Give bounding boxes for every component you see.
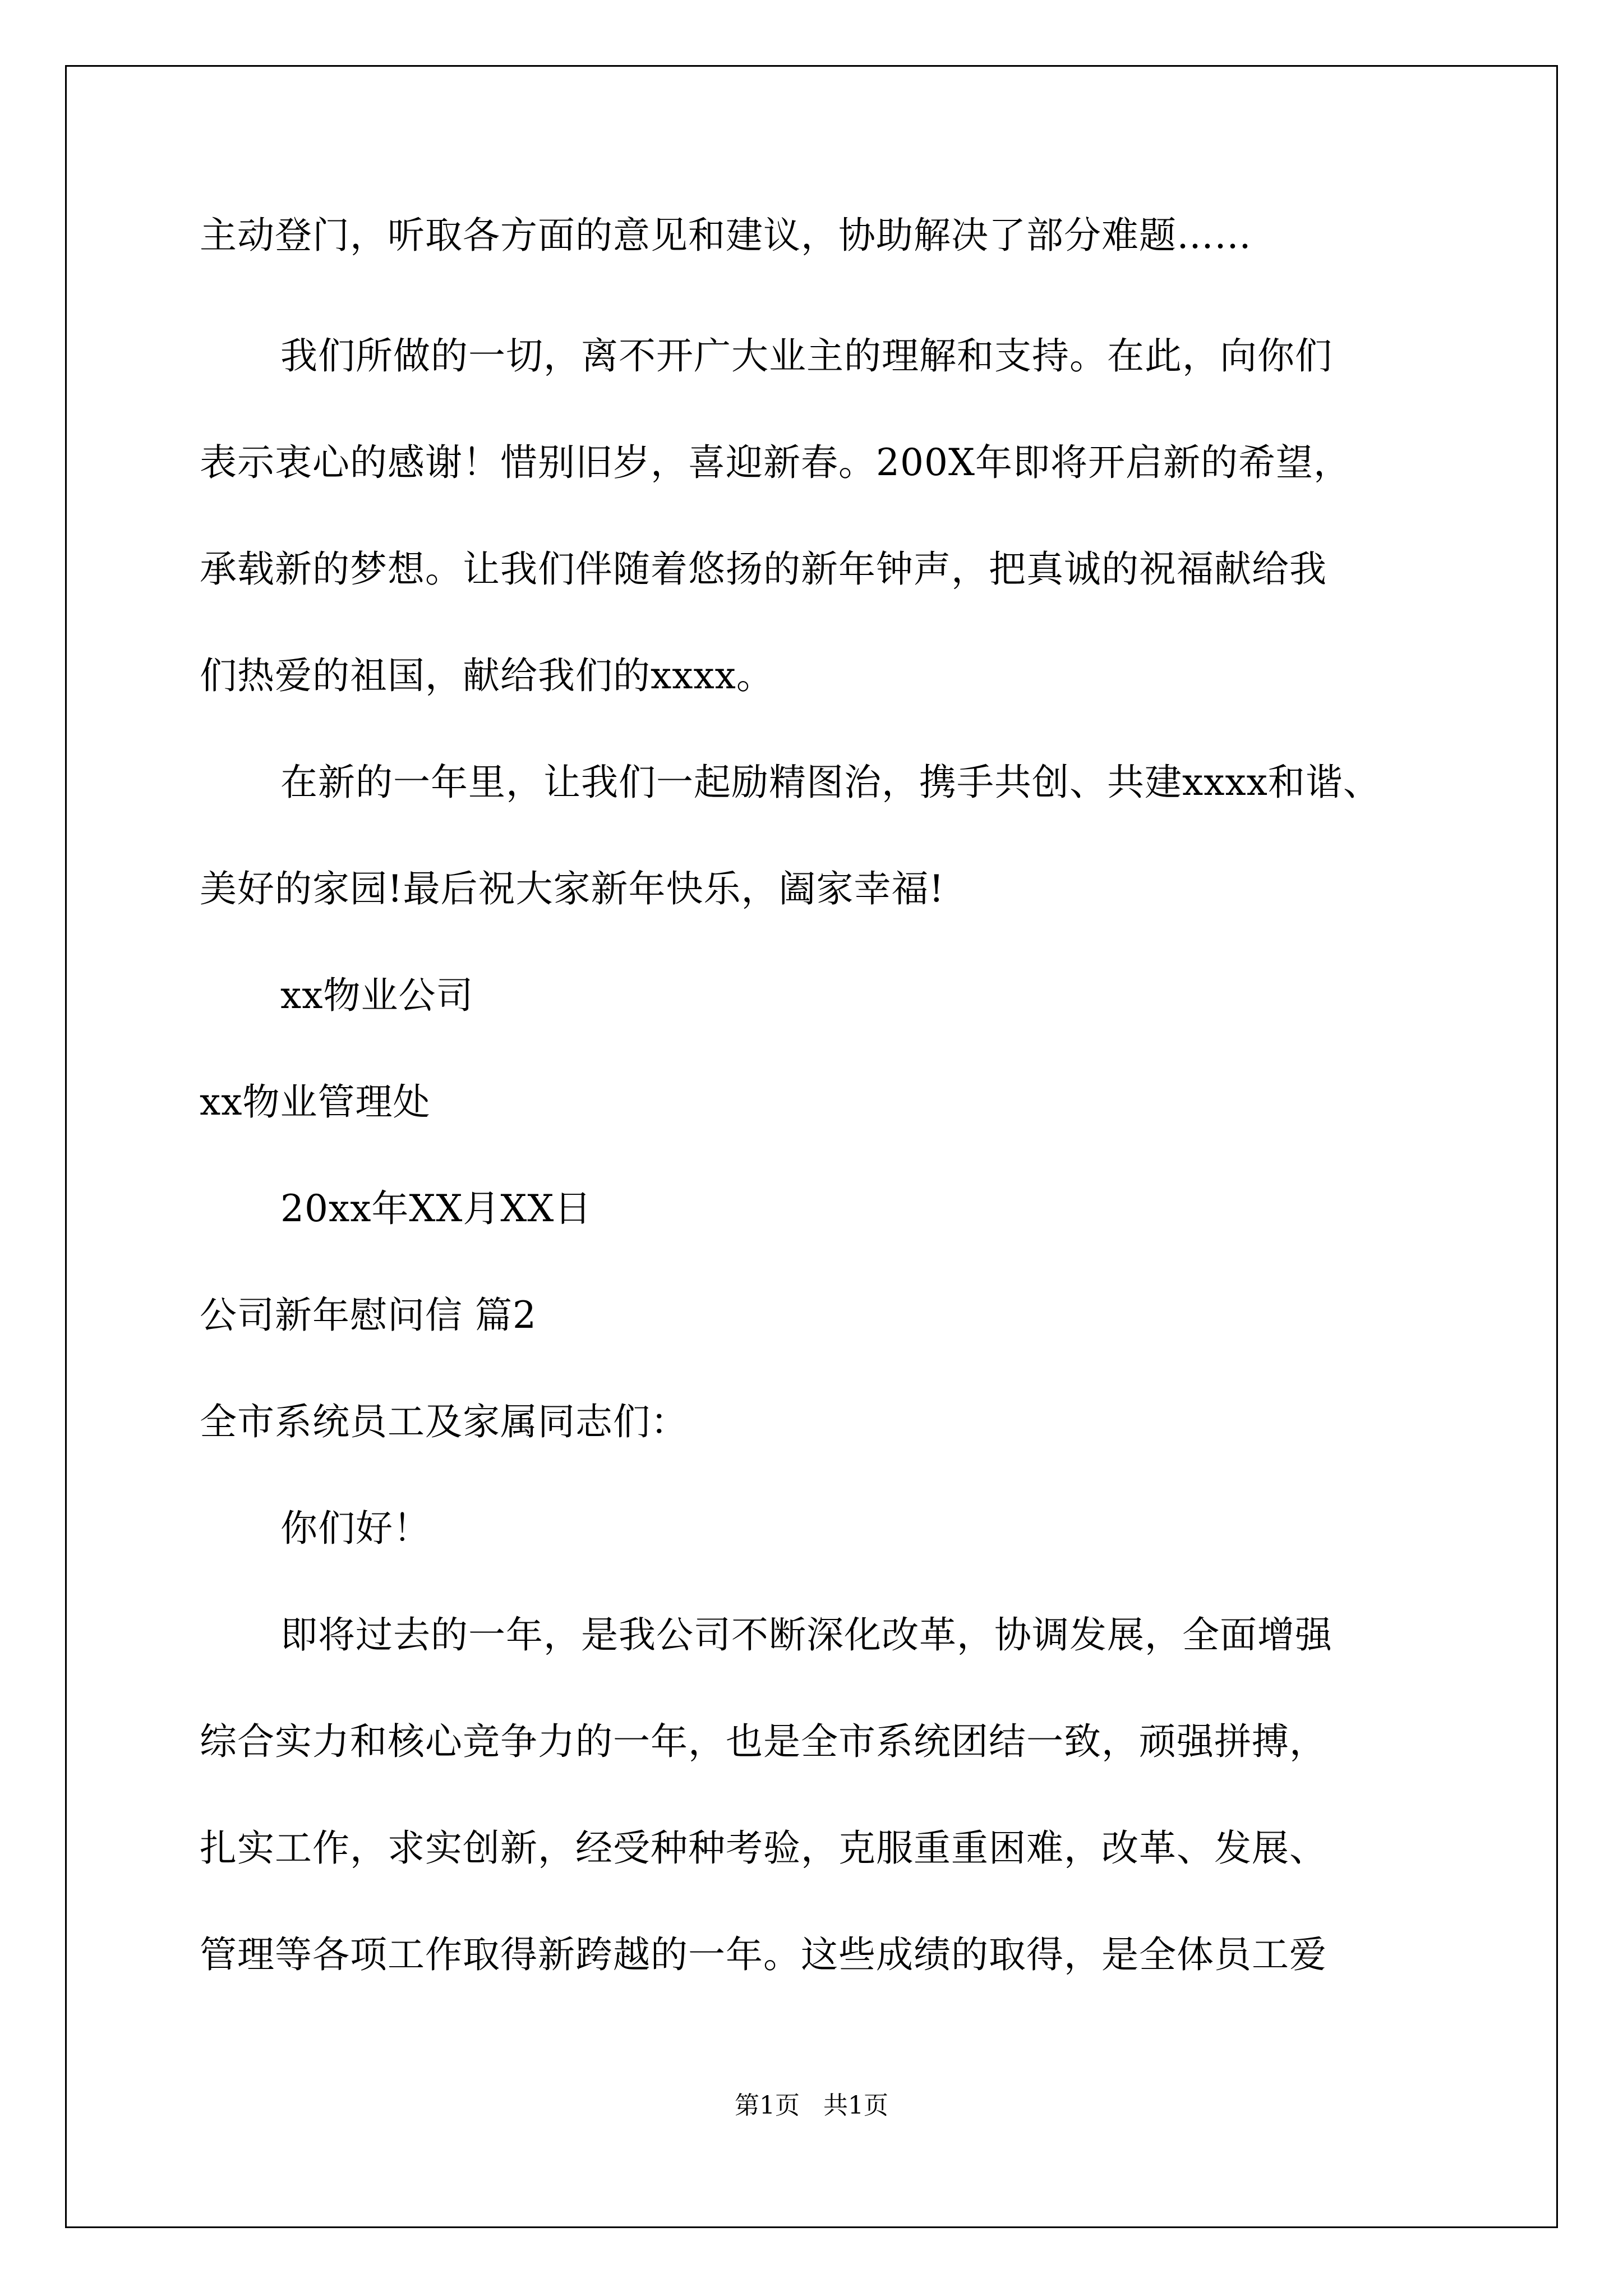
text-line: 扎实工作，求实创新，经受种种考验，克服重重困难，改革、发展、 (200, 1826, 1327, 1870)
section-title: 公司新年慰问信 篇2 (200, 1294, 537, 1337)
text-line: 承载新的梦想。让我们伴随着悠扬的新年钟声，把真诚的祝福献给我 (200, 547, 1327, 591)
signature-company: xx物业公司 (280, 974, 474, 1017)
text-line: 我们所做的一切，离不开广大业主的理解和支持。在此，向你们 (280, 334, 1332, 378)
text-line: 美好的家园!最后祝大家新年快乐，阖家幸福! (200, 867, 945, 910)
signature-date: 20xx年XX月XX日 (280, 1187, 592, 1230)
text-line: 即将过去的一年，是我公司不断深化改革，协调发展，全面增强 (280, 1613, 1332, 1657)
text-line: 在新的一年里，让我们一起励精图治，携手共创、共建xxxx和谐、 (280, 761, 1381, 804)
text-line: 表示衷心的感谢！惜别旧岁，喜迎新春。200X年即将开启新的希望， (200, 441, 1351, 484)
greeting: 你们好！ (280, 1507, 431, 1550)
text-line: 们热爱的祖国，献给我们的xxxx。 (200, 654, 774, 697)
signature-office: xx物业管理处 (200, 1080, 431, 1124)
text-line: 管理等各项工作取得新跨越的一年。这些成绩的取得，是全体员工爱 (200, 1933, 1327, 1976)
salutation: 全市系统员工及家属同志们： (200, 1400, 688, 1443)
page-border (65, 65, 1558, 2228)
page-footer: 第1页 共1页 (735, 2091, 888, 2120)
text-line: 主动登门，听取各方面的意见和建议，协助解决了部分难题…… (200, 214, 1252, 257)
text-line: 综合实力和核心竞争力的一年，也是全市系统团结一致，顽强拼搏， (200, 1720, 1327, 1763)
